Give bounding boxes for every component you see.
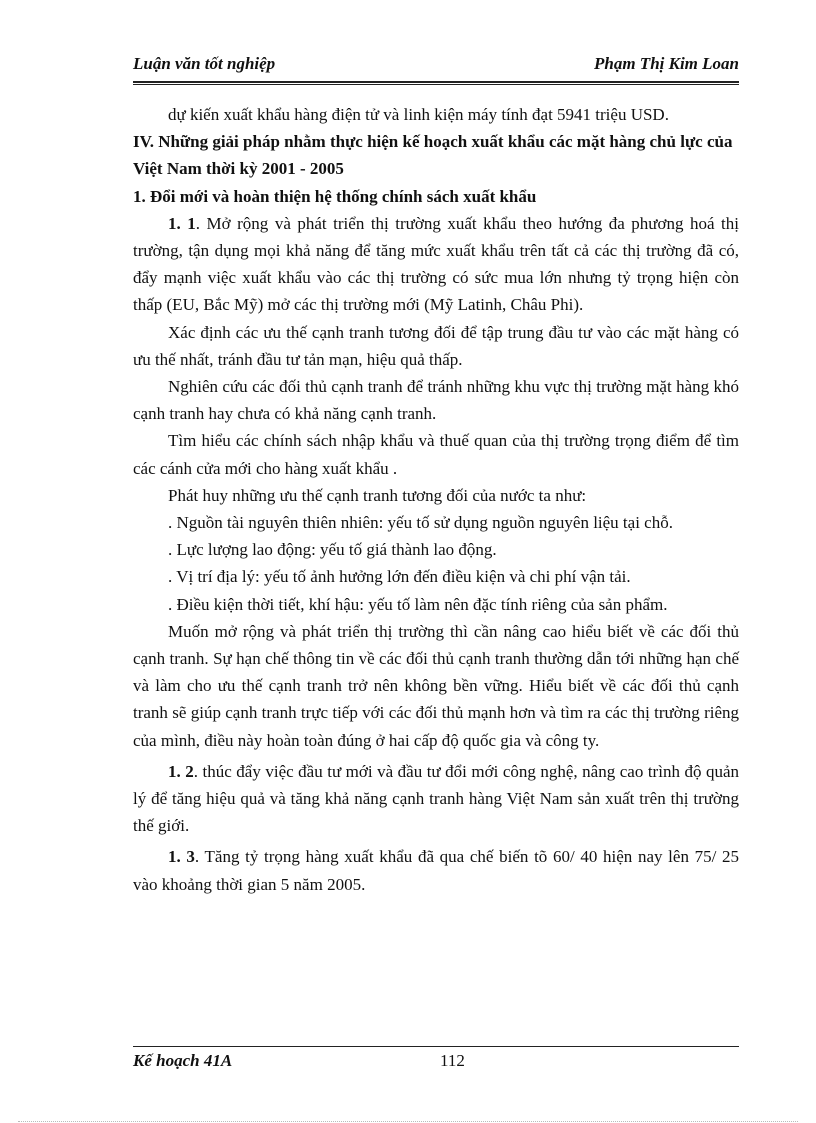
subsection-heading: 1. Đổi mới và hoàn thiện hệ thống chính sách xuất khẩu xyxy=(133,186,537,206)
bullet-item: . Điều kiện thời tiết, khí hậu: yếu tố làm nên đặc tính riêng của sản phẩm. xyxy=(168,594,668,614)
page-number: 112 xyxy=(440,1051,465,1070)
paragraph: Nghiên cứu các đối thủ cạnh tranh để tránh những khu vực thị trường mặt hàng khó cạnh tranh hay chưa có khả năng cạnh tranh. xyxy=(133,377,739,424)
bullet-item: . Nguồn tài nguyên thiên nhiên: yếu tố sử dụng nguồn nguyên liệu tại chỗ. xyxy=(168,513,673,533)
paragraph: Tìm hiểu các chính sách nhập khẩu và thuế quan của thị trường trọng điểm để tìm các cánh cửa mới cho hàng xuất khẩu . xyxy=(133,431,739,478)
paragraph-1-2 xyxy=(133,758,739,840)
page-header xyxy=(133,54,739,74)
item-number: 1. 3 xyxy=(168,847,195,867)
item-number: 1. 2 xyxy=(168,761,194,781)
paragraph: Xác định các ưu thế cạnh tranh tương đối để tập trung đầu tư vào các mặt hàng có ưu thế nhất, tránh đầu tư tản mạn, hiệu quả thấp. xyxy=(133,322,739,369)
header-rule-thick xyxy=(133,81,739,83)
footer-left: Kế hoạch 41A xyxy=(133,1051,233,1070)
paragraph-text: . Mở rộng và phát triển thị trường xuất khẩu theo hướng đa phương hoá thị trường, tận dụng mọi khả năng để tăng mức xuất khẩu trên tất cả các thị trường đã có, đẩy mạnh việc xuất khẩu vào các thị trường có sức mua lớn nhưng tỷ trọng hiện còn thấp (EU, Bắc Mỹ) mở các thị trường mới (Mỹ Latinh, Châu Phi). xyxy=(133,213,740,315)
section-heading: IV. Những giải pháp nhằm thực hiện kế hoạch xuất khẩu các mặt hàng chủ lực của Việt Nam thời kỳ 2001 - 2005 xyxy=(133,132,733,179)
paragraph-text: . thúc đẩy việc đầu tư mới và đầu tư đổi mới công nghệ, nâng cao trình độ quản lý để tăng hiệu quả và tăng khả năng cạnh tranh hàng Việt Nam sản xuất trên thị trường thế giới. xyxy=(133,761,739,836)
document-body xyxy=(133,101,739,898)
paragraph-1-1 xyxy=(133,210,739,319)
header-right: Phạm Thị Kim Loan xyxy=(594,54,739,73)
header-rule-thin xyxy=(133,84,739,85)
paragraph-1-3 xyxy=(133,843,739,897)
page-bottom-dotted-rule xyxy=(18,1121,798,1122)
page-footer xyxy=(133,1051,739,1075)
header-left: Luận văn tốt nghiệp xyxy=(133,54,276,73)
bullet-item: . Lực lượng lao động: yếu tố giá thành lao động. xyxy=(168,540,497,560)
bullet-item: . Vị trí địa lý: yếu tố ảnh hưởng lớn đến điều kiện và chi phí vận tải. xyxy=(168,567,631,587)
footer-rule xyxy=(133,1046,739,1047)
paragraph-text: . Tăng tỷ trọng hàng xuất khẩu đã qua chế biến tõ 60/ 40 hiện nay lên 75/ 25 vào khoảng thời gian 5 năm 2005. xyxy=(133,847,739,894)
item-number: 1. 1 xyxy=(168,213,196,233)
continuation-paragraph: dự kiến xuất khẩu hàng điện tử và linh kiện máy tính đạt 5941 triệu USD. xyxy=(168,105,669,124)
paragraph: Phát huy những ưu thế cạnh tranh tương đối của nước ta như: xyxy=(168,485,587,505)
paragraph: Muốn mở rộng và phát triển thị trường thì cần nâng cao hiểu biết về các đối thủ cạnh tranh. Sự hạn chế thông tin về các đối thủ cạnh tranh thường dẫn tới những hạn chế và làm cho ưu thế cạnh tranh trở nên không bền vững. Hiểu biết về các đối thủ cạnh tranh sẽ giúp cạnh tranh trực tiếp với các đối thủ mạnh hơn và tìm ra các thị trường riêng của mình, điều này hoàn toàn đúng ở hai cấp độ quốc gia và công ty. xyxy=(133,621,739,750)
